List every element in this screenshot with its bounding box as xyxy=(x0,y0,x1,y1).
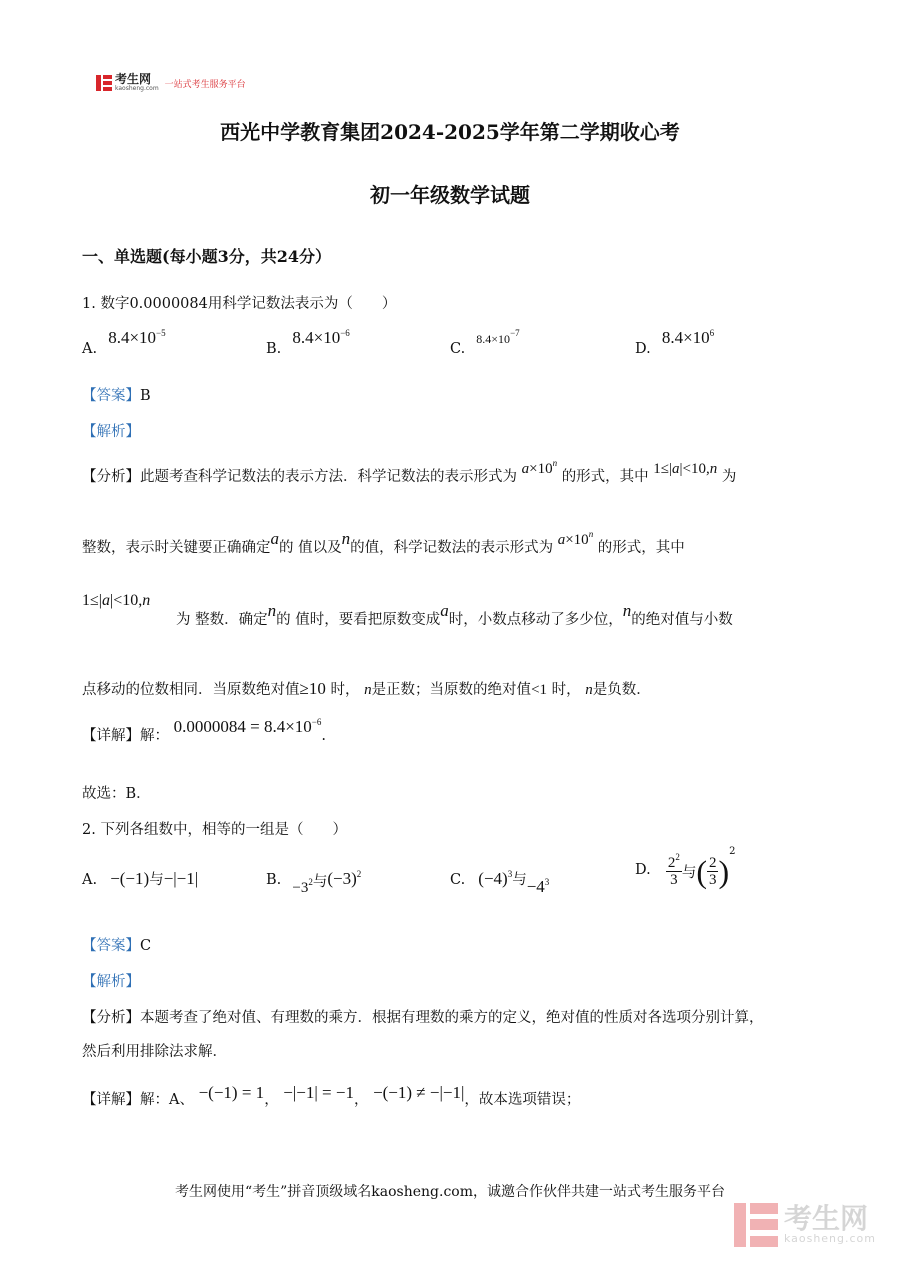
site-logo xyxy=(96,72,246,94)
q1-option-b: B. $8.4\times 10^{-6}$ xyxy=(266,328,350,357)
q2-option-a: A. −(−1)与−|−1| xyxy=(82,869,199,888)
q2-option-c: C. $(-4)^3$与$-4^3$ xyxy=(450,869,550,896)
logo-name: 考生网 xyxy=(115,72,152,86)
q2-option-d: D. $\frac{2^2}{3}$ 与( $\frac{2}{3}$ )$^2$ xyxy=(635,846,736,890)
q1-answer: 【答案】B xyxy=(82,388,151,404)
section-heading: 一、单选题(每小题3分，共24分） xyxy=(82,247,331,266)
q1-option-c: C. $8.4\times 10^{-7}$ xyxy=(450,328,520,357)
q2-answer: 【答案】C xyxy=(82,938,152,954)
footer-text: 考生网使用“考生”拼音顶级域名kaosheng.com，诚邀合作伙伴共建一站式考生服务平台 xyxy=(174,1184,726,1200)
watermark-logo-icon xyxy=(734,1203,778,1247)
q1-option-d: D. $8.4\times 10^6$ xyxy=(635,328,715,357)
q1-fenxi-line4: 点移动的位数相同．当原数绝对值≥10 时， n是正数；当原数的绝对值<1 时， n是负数． xyxy=(82,679,651,698)
q1-fenxi-line3: 1≤|a|<10,n xyxy=(82,592,151,609)
q2-stem: 2. 下列各组数中，相等的一组是（ ） xyxy=(82,822,347,838)
page-title: 西光中学教育集团2024-2025学年第二学期收心考 xyxy=(220,120,680,144)
logo-icon xyxy=(96,75,112,91)
q1-stem: 1. 数字0.0000084用科学记数法表示为（ ） xyxy=(82,296,397,312)
watermark-domain: kaosheng.com xyxy=(783,1232,876,1245)
page-subtitle: 初一年级数学试题 xyxy=(370,183,530,207)
q2-fenxi: 【分析】本题考查了绝对值、有理数的乘方．根据有理数的乘方的定义，绝对值的性质对各选项分别计算， xyxy=(82,1010,764,1026)
q2-option-b: B. $-3^2$与$(-3)^2$ xyxy=(266,869,362,896)
q1-analysis-tag: 【解析】 xyxy=(82,424,140,440)
q1-option-a: A. $8.4\times 10^{-5}$ xyxy=(82,328,166,357)
logo-domain: kaosheng.com xyxy=(115,85,159,92)
q2-fenxi-line2: 然后利用排除法求解． xyxy=(82,1044,227,1060)
watermark-name: 考生网 xyxy=(783,1202,868,1235)
q1-conclusion: 故选：B． xyxy=(82,786,151,802)
watermark xyxy=(734,1203,876,1247)
q1-fenxi-line2: 整数，表示时关键要正确确定a的 值以及n的值，科学记数法的表示形式为 $a\times 10^n$ 的形式，其中 xyxy=(82,529,685,556)
q2-analysis-tag: 【解析】 xyxy=(82,974,140,990)
logo-slogan: 一站式考生服务平台 xyxy=(164,79,246,90)
q1-detail: 【详解】解： $0.0000084 = 8.4\times 10^{-6}$. xyxy=(82,717,326,744)
q1-fenxi-line3-text: 为 整数．确定n的 值时，要看把原数变成a时，小数点移动了多少位，n的绝对值与小数 xyxy=(176,601,733,628)
q1-fenxi-line1: 【分析】此题考查科学记数法的表示方法．科学记数法的表示形式为 $a\times 10^n$ 的形式，其中 1≤|a|<10,n 为 xyxy=(82,458,737,485)
q2-detail: 【详解】解：A、 −(−1) = 1， −|−1| = −1， −(−1) ≠ −|−1|，故本选项错误； xyxy=(82,1083,581,1108)
